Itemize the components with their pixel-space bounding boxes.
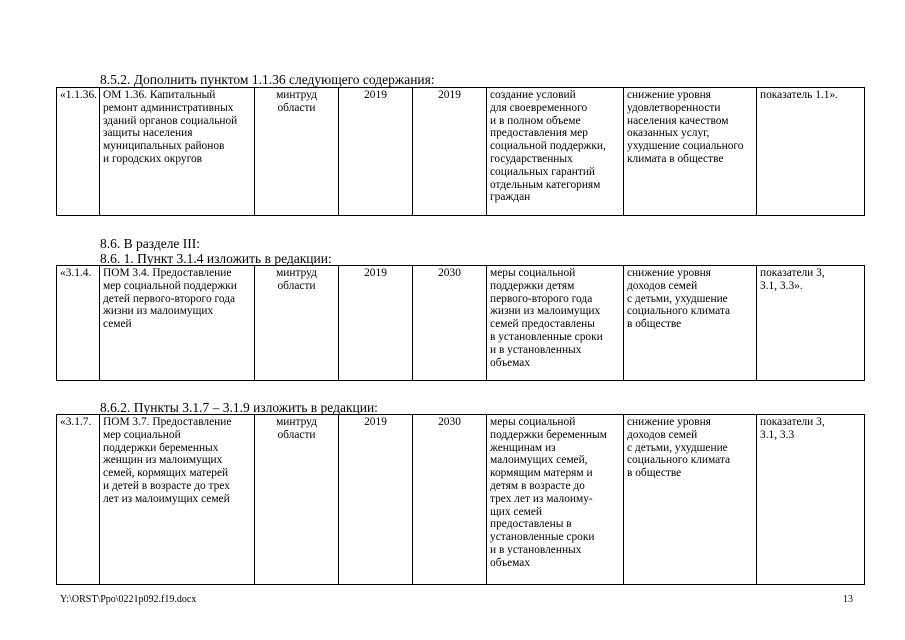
cell-text-line: муниципальных районов [103, 140, 225, 153]
cell-text-line: жизни из малоимущих [103, 305, 214, 318]
table-row [57, 415, 865, 585]
cell-text-line: женщин из малоимущих [103, 454, 223, 467]
cell-text-line: кормящим матерям и [490, 467, 593, 480]
cell-text-line: минтруд [276, 416, 317, 428]
cell-text-line: женщинам из [490, 441, 556, 454]
cell-text-line: отдельным категориям [490, 178, 601, 191]
cell-text-line: 3.1, 3.3 [760, 428, 795, 441]
cell-number: «3.1.7. [57, 415, 100, 585]
cell-end-year: 2019 [413, 88, 487, 216]
cell-text-line: оказанных услуг, [627, 127, 710, 140]
cell-text-line: социального климата [627, 454, 731, 467]
cell-text-line: предоставлены в [490, 518, 572, 531]
cell-text-line: с детьми, ухудшение [627, 292, 728, 305]
cell-consequences [624, 88, 757, 216]
cell-text-line: объемах [490, 556, 531, 569]
cell-text-line: социальной поддержки, [490, 140, 606, 153]
cell-text-line: и в установленных [490, 543, 582, 556]
cell-text-line: в установленные сроки [490, 330, 603, 343]
cell-text-line: поддержки беременных [103, 441, 219, 454]
cell-text-line: первого-второго года [490, 292, 593, 305]
cell-text-line: показатели 3, [760, 416, 825, 428]
cell-text-line: и детей в возрасте до трех [103, 479, 230, 492]
cell-text-line: минтруд [276, 89, 317, 101]
cell-text-line: создание условий [490, 89, 576, 101]
cell-text-line: для своевременного [490, 101, 588, 114]
cell-text-line: государственных [490, 152, 573, 165]
cell-text-line: в обществе [627, 318, 682, 331]
measures-table-3-1-7 [56, 414, 865, 585]
cell-indicator-link [757, 88, 865, 216]
cell-text-line: защиты населения [103, 127, 193, 140]
cell-text-line: снижение уровня [627, 89, 711, 101]
cell-text-line: меры социальной [490, 416, 576, 428]
cell-text-line: доходов семей [627, 428, 698, 441]
cell-end-year: 2030 [413, 266, 487, 381]
cell-start-year: 2019 [339, 88, 413, 216]
cell-text-line: области [277, 428, 316, 441]
cell-text-line: с детьми, ухудшение [627, 441, 728, 454]
cell-text-line: снижение уровня [627, 416, 711, 428]
cell-text-line: установленные сроки [490, 531, 595, 544]
cell-text-line: детей первого-второго года [103, 292, 236, 305]
table-row [57, 266, 865, 381]
cell-text-line: мер социальной поддержки [103, 279, 237, 292]
cell-executor [255, 266, 339, 381]
cell-text-line: ПОМ 3.7. Предоставление [103, 416, 232, 428]
footer-page-number: 13 [843, 594, 853, 605]
cell-text-line: области [277, 279, 316, 292]
cell-text-line: граждан [490, 191, 531, 204]
cell-text-line: и в установленных [490, 343, 582, 356]
table-row [57, 88, 865, 216]
footer-file-path: Y:\ORST\Ppo\0221p092.f19.docx [60, 594, 197, 605]
section-heading-8-5-2: 8.5.2. Дополнить пунктом 1.1.36 следующего содержания: [100, 72, 435, 87]
cell-text-line: населения качеством [627, 114, 729, 127]
cell-text-line: минтруд [276, 267, 317, 279]
cell-text-line: социальных гарантий [490, 165, 596, 178]
cell-text-line: области [277, 101, 316, 114]
cell-text-line: семей, кормящих матерей [103, 467, 229, 480]
cell-text-line: 3.1, 3.3». [760, 279, 803, 292]
cell-consequences [624, 266, 757, 381]
section-heading-8-6-1: 8.6. 1. Пункт 3.1.4 изложить в редакции: [100, 251, 332, 266]
cell-measure-name [100, 88, 255, 216]
cell-indicator-link [757, 415, 865, 585]
cell-text-line: поддержки детям [490, 279, 575, 292]
section-heading-8-6-2: 8.6.2. Пункты 3.1.7 – 3.1.9 изложить в редакции: [100, 400, 378, 415]
cell-executor [255, 415, 339, 585]
cell-expected-result [487, 88, 624, 216]
measures-table-1-1-36 [56, 87, 865, 216]
cell-number: «3.1.4. [57, 266, 100, 381]
cell-text-line: меры социальной [490, 267, 576, 279]
cell-start-year: 2019 [339, 415, 413, 585]
cell-consequences [624, 415, 757, 585]
cell-text-line: поддержки беременным [490, 428, 607, 441]
cell-text-line: показатель 1.1». [760, 89, 839, 101]
cell-start-year: 2019 [339, 266, 413, 381]
cell-expected-result [487, 415, 624, 585]
cell-text-line: ремонт административных [103, 101, 234, 114]
cell-text-line: мер социальной [103, 428, 181, 441]
cell-text-line: семей [103, 318, 132, 331]
cell-text-line: семей предоставлены [490, 318, 595, 331]
cell-indicator-link [757, 266, 865, 381]
cell-executor [255, 88, 339, 216]
cell-measure-name [100, 266, 255, 381]
cell-text-line: социального климата [627, 305, 731, 318]
cell-text-line: климата в обществе [627, 152, 724, 165]
cell-number: «1.1.36. [57, 88, 100, 216]
cell-text-line: предоставления мер [490, 127, 588, 140]
measures-table-3-1-4 [56, 265, 865, 381]
cell-text-line: в обществе [627, 467, 682, 480]
cell-text-line: и городских округов [103, 152, 203, 165]
cell-text-line: ПОМ 3.4. Предоставление [103, 267, 232, 279]
cell-text-line: малоимущих семей, [490, 454, 588, 467]
cell-text-line: трех лет из малоиму- [490, 492, 593, 505]
cell-measure-name [100, 415, 255, 585]
cell-text-line: зданий органов социальной [103, 114, 238, 127]
cell-end-year: 2030 [413, 415, 487, 585]
cell-text-line: объемах [490, 356, 531, 369]
cell-text-line: детям в возрасте до [490, 479, 585, 492]
cell-text-line: ОМ 1.36. Капитальный [103, 89, 216, 101]
cell-text-line: удовлетворенности [627, 101, 721, 114]
cell-text-line: ухудшение социального [627, 140, 744, 153]
section-heading-8-6: 8.6. В разделе III: [100, 236, 201, 251]
cell-expected-result [487, 266, 624, 381]
cell-text-line: и в полном объеме [490, 114, 581, 127]
cell-text-line: доходов семей [627, 279, 698, 292]
cell-text-line: снижение уровня [627, 267, 711, 279]
cell-text-line: лет из малоимущих семей [103, 492, 230, 505]
cell-text-line: щих семей [490, 505, 543, 518]
cell-text-line: жизни из малоимущих [490, 305, 601, 318]
cell-text-line: показатели 3, [760, 267, 825, 279]
